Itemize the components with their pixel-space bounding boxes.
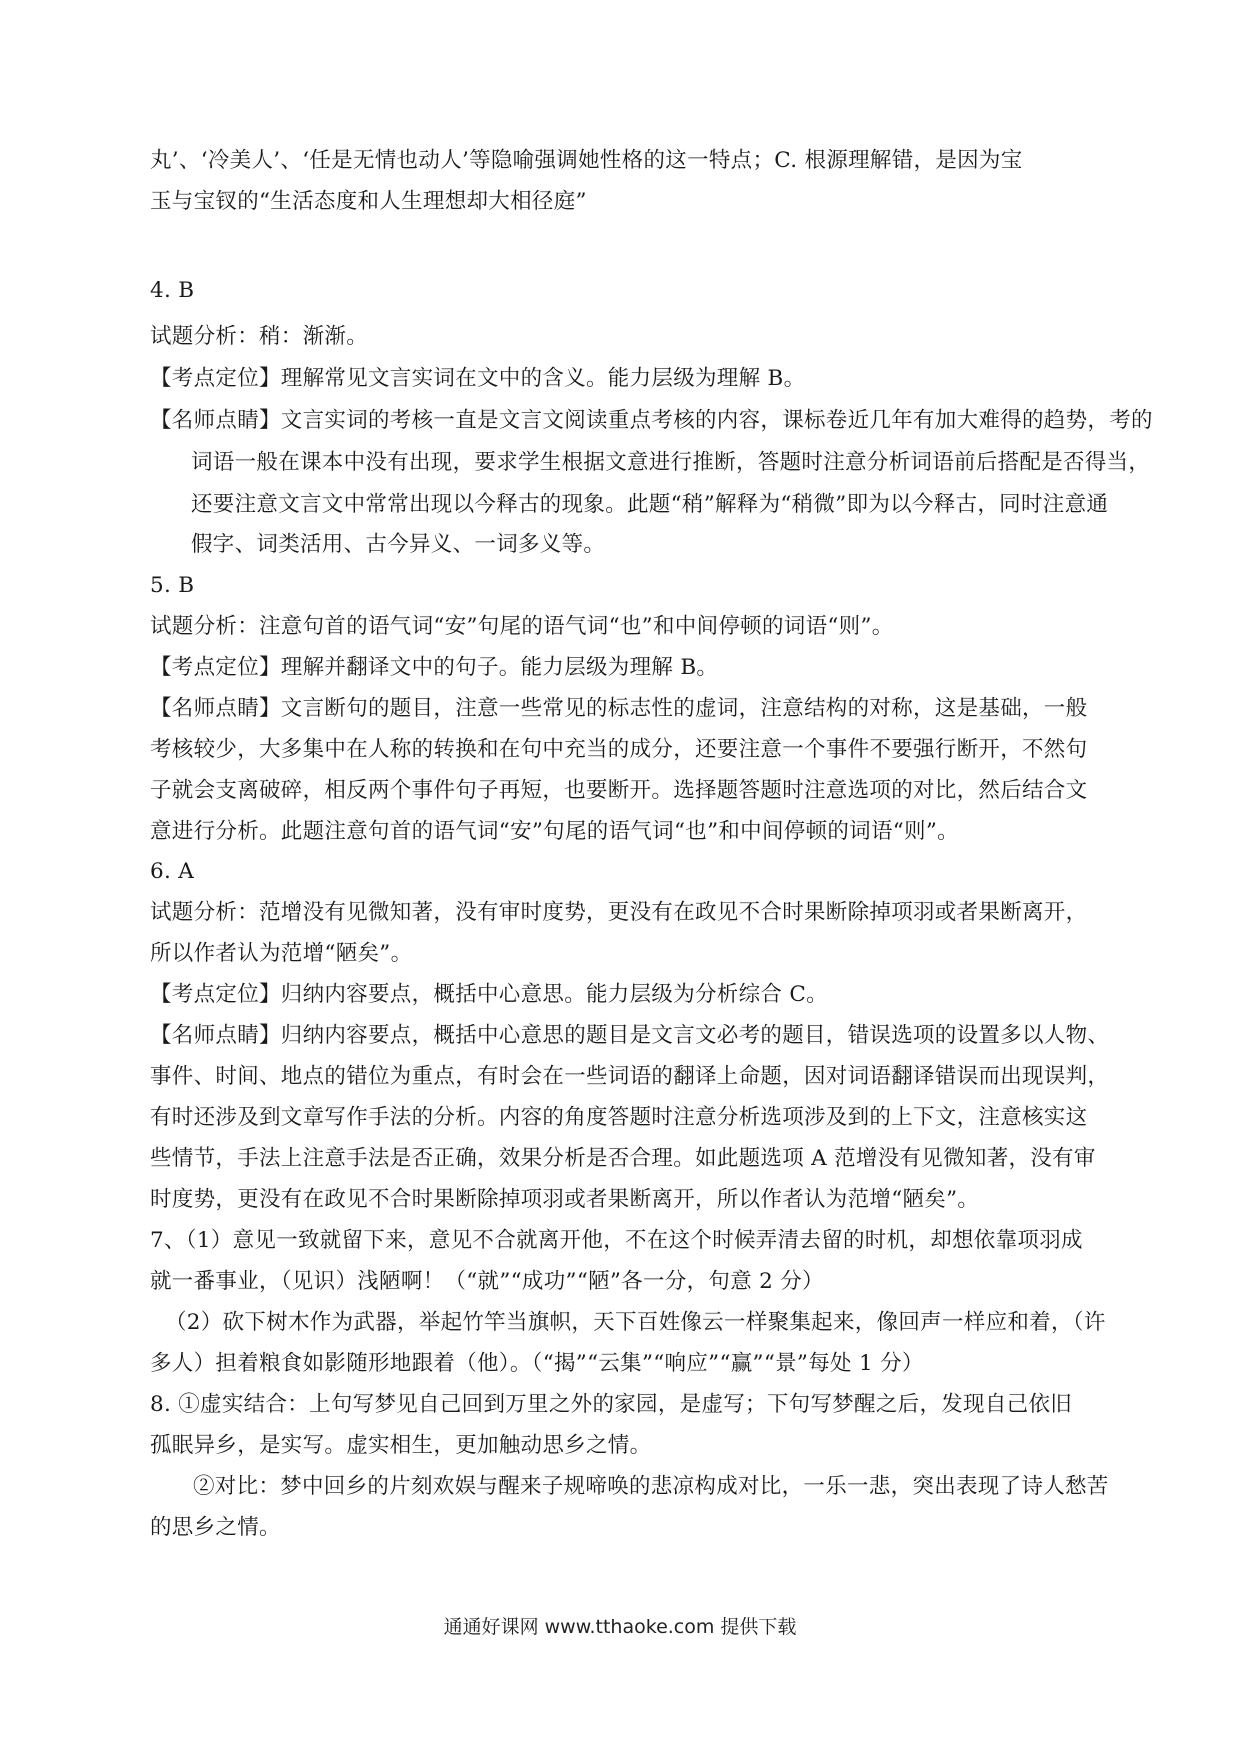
text-line: 考核较少，大多集中在人称的转换和在句中充当的成分，还要注意一个事件不要强行断开，不然句 <box>150 737 1088 762</box>
answer-number-8: 8. ①虚实结合：上句写梦见自己回到万里之外的家园，是虚写；下句写梦醒之后，发现自己依旧 <box>150 1392 1073 1417</box>
text-line: 假字、词类活用、古今异义、一词多义等。 <box>191 532 606 557</box>
text-line: 玉与宝钗的“生活态度和人生理想却大相径庭” <box>150 189 587 214</box>
answer-number-5: 5. B <box>150 573 195 598</box>
text-line: 词语一般在课本中没有出现，要求学生根据文意进行推断，答题时注意分析词语前后搭配是否得当， <box>191 450 1151 475</box>
text-line: 事件、时间、地点的错位为重点，有时会在一些词语的翻译上命题，因对词语翻译错误而出现误判， <box>150 1064 1110 1089</box>
text-line: 【考点定位】理解并翻译文中的句子。能力层级为理解 B。 <box>150 655 719 680</box>
text-line: 【名师点睛】归纳内容要点，概括中心意思的题目是文言文必考的题目，错误选项的设置多以人物、 <box>150 1023 1110 1048</box>
text-line: 【考点定位】归纳内容要点，概括中心意思。能力层级为分析综合 C。 <box>150 982 828 1007</box>
text-line: ②对比：梦中回乡的片刻欢娱与醒来子规啼唤的悲凉构成对比，一乐一悲，突出表现了诗人愁苦 <box>193 1474 1109 1499</box>
answer-number-6: 6. A <box>150 859 195 884</box>
answer-number-7: 7、（1）意见一致就留下来，意见不合就离开他，不在这个时候弄清去留的时机，却想依靠项羽成 <box>150 1228 1083 1253</box>
text-line: 就一番事业，（见识）浅陋啊！（“就”“成功”“陋”各一分，句意 2 分） <box>150 1269 824 1294</box>
text-line: （2）砍下树木作为武器，举起竹竿当旗帜，天下百姓像云一样聚集起来，像回声一样应和着，（许 <box>165 1310 1106 1335</box>
text-line: 的思乡之情。 <box>150 1515 281 1540</box>
answer-number-4: 4. B <box>150 278 195 303</box>
text-line: 有时还涉及到文章写作手法的分析。内容的角度答题时注意分析选项涉及到的上下文，注意核实这 <box>150 1105 1088 1130</box>
text-line: 多人）担着粮食如影随形地跟着（他）。（“揭”“云集”“响应”“赢”“景”每处 1 分） <box>150 1351 924 1376</box>
text-line: 子就会支离破碎，相反两个事件句子再短，也要断开。选择题答题时注意选项的对比，然后结合文 <box>150 778 1088 803</box>
text-line: 意进行分析。此题注意句首的语气词“安”句尾的语气词“也”和中间停顿的词语“则”。 <box>150 819 959 844</box>
text-line: 【考点定位】理解常见文言实词在文中的含义。能力层级为理解 B。 <box>150 366 806 391</box>
text-line: 【名师点睛】文言断句的题目，注意一些常见的标志性的虚词，注意结构的对称，这是基础，一般 <box>150 696 1088 721</box>
text-line: 试题分析：注意句首的语气词“安”句尾的语气词“也”和中间停顿的词语“则”。 <box>150 614 894 639</box>
text-line: 所以作者认为范增“陋矣”。 <box>150 941 413 966</box>
page-footer: 通通好课网 www.tthaoke.com 提供下载 <box>443 1616 797 1638</box>
text-line: 丸’、‘冷美人’、‘任是无情也动人’等隐喻强调她性格的这一特点；C. 根源理解错，是因为宝 <box>150 148 1023 173</box>
text-line: 试题分析：稍：渐渐。 <box>150 324 369 349</box>
text-line: 【名师点睛】文言实词的考核一直是文言文阅读重点考核的内容，课标卷近几年有加大难得的趋势，考的 <box>150 408 1153 433</box>
text-line: 些情节，手法上注意手法是否正确，效果分析是否合理。如此题选项 A 范增没有见微知著，没有审 <box>150 1146 1096 1171</box>
text-line: 孤眠异乡，是实写。虚实相生，更加触动思乡之情。 <box>150 1433 652 1458</box>
text-line: 试题分析：范增没有见微知著，没有审时度势，更没有在政见不合时果断除掉项羽或者果断离开， <box>150 900 1088 925</box>
text-line: 时度势，更没有在政见不合时果断除掉项羽或者果断离开，所以作者认为范增“陋矣”。 <box>150 1187 980 1212</box>
text-line: 还要注意文言文中常常出现以今释古的现象。此题“稍”解释为“稍微”即为以今释古，同时注意通 <box>191 492 1109 517</box>
